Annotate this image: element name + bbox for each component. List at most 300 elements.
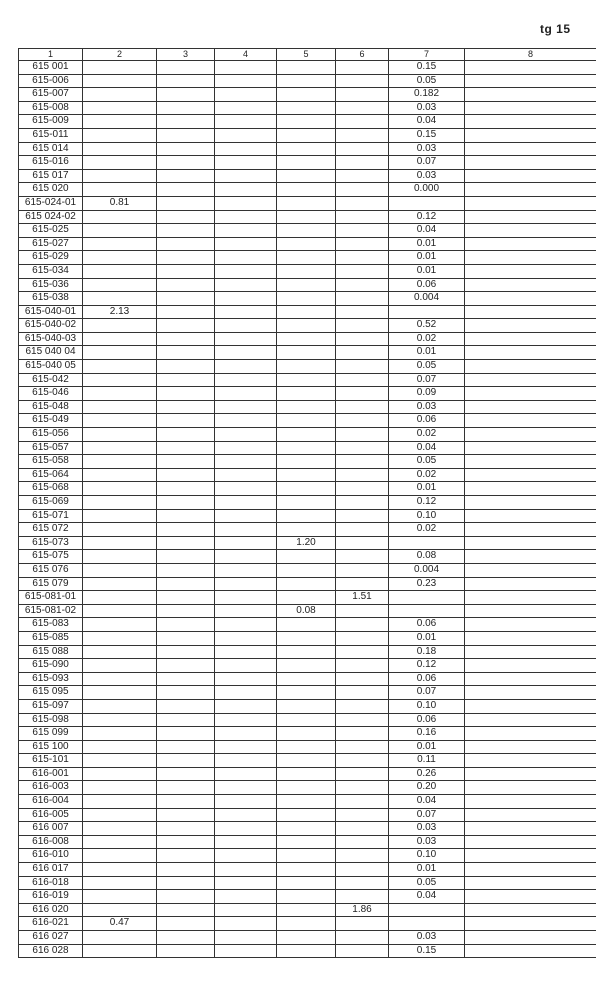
empty-cell bbox=[465, 101, 596, 115]
col7-value-cell: 0.03 bbox=[389, 822, 465, 836]
col6-value-cell bbox=[336, 414, 389, 428]
empty-cell bbox=[465, 577, 596, 591]
parcel-id-cell: 615-056 bbox=[19, 428, 83, 442]
empty-cell bbox=[157, 237, 215, 251]
empty-cell bbox=[157, 251, 215, 265]
parcel-id-cell: 616-003 bbox=[19, 781, 83, 795]
table-row bbox=[19, 713, 596, 727]
col7-value-cell bbox=[389, 917, 465, 931]
parcel-id-cell: 615-097 bbox=[19, 699, 83, 713]
col7-value-cell: 0.15 bbox=[389, 944, 465, 958]
col2-value-cell bbox=[83, 61, 157, 75]
empty-cell bbox=[465, 659, 596, 673]
col5-value-cell bbox=[277, 441, 336, 455]
empty-cell bbox=[465, 740, 596, 754]
table-row bbox=[19, 604, 596, 618]
page-number: tg 15 bbox=[540, 22, 571, 36]
col6-value-cell bbox=[336, 332, 389, 346]
col6-value-cell bbox=[336, 740, 389, 754]
empty-cell bbox=[465, 468, 596, 482]
col5-value-cell bbox=[277, 455, 336, 469]
table-row bbox=[19, 156, 596, 170]
col5-value-cell bbox=[277, 523, 336, 537]
empty-cell bbox=[465, 727, 596, 741]
table-row bbox=[19, 822, 596, 836]
empty-cell bbox=[465, 455, 596, 469]
col2-value-cell bbox=[83, 645, 157, 659]
empty-cell bbox=[215, 931, 277, 945]
col7-value-cell: 0.01 bbox=[389, 631, 465, 645]
empty-cell bbox=[157, 387, 215, 401]
col7-value-cell: 0.02 bbox=[389, 523, 465, 537]
empty-cell bbox=[465, 400, 596, 414]
empty-cell bbox=[465, 563, 596, 577]
empty-cell bbox=[465, 781, 596, 795]
empty-cell bbox=[215, 523, 277, 537]
table-row bbox=[19, 618, 596, 632]
empty-cell bbox=[157, 455, 215, 469]
col5-value-cell bbox=[277, 278, 336, 292]
col5-value-cell bbox=[277, 509, 336, 523]
col5-value-cell: 1.20 bbox=[277, 536, 336, 550]
empty-cell bbox=[215, 196, 277, 210]
empty-cell bbox=[465, 482, 596, 496]
col5-value-cell bbox=[277, 890, 336, 904]
parcel-id-cell: 615-085 bbox=[19, 631, 83, 645]
empty-cell bbox=[157, 509, 215, 523]
col6-value-cell bbox=[336, 183, 389, 197]
col6-value-cell bbox=[336, 536, 389, 550]
parcel-id-cell: 616 028 bbox=[19, 944, 83, 958]
table-row bbox=[19, 781, 596, 795]
col5-value-cell bbox=[277, 169, 336, 183]
empty-cell bbox=[465, 822, 596, 836]
col5-value-cell bbox=[277, 659, 336, 673]
empty-cell bbox=[215, 278, 277, 292]
table-row bbox=[19, 74, 596, 88]
col5-value-cell bbox=[277, 156, 336, 170]
table-row bbox=[19, 237, 596, 251]
col2-value-cell bbox=[83, 428, 157, 442]
empty-cell bbox=[215, 142, 277, 156]
parcel-id-cell: 615-009 bbox=[19, 115, 83, 129]
empty-cell bbox=[215, 441, 277, 455]
col6-value-cell bbox=[336, 931, 389, 945]
col7-value-cell: 0.15 bbox=[389, 128, 465, 142]
empty-cell bbox=[215, 509, 277, 523]
col6-value-cell bbox=[336, 61, 389, 75]
col6-value-cell bbox=[336, 373, 389, 387]
col6-value-cell bbox=[336, 496, 389, 510]
empty-cell bbox=[157, 754, 215, 768]
col7-value-cell: 0.10 bbox=[389, 699, 465, 713]
empty-cell bbox=[157, 591, 215, 605]
col5-value-cell bbox=[277, 115, 336, 129]
col6-value-cell bbox=[336, 863, 389, 877]
col7-value-cell: 0.52 bbox=[389, 319, 465, 333]
empty-cell bbox=[157, 196, 215, 210]
col7-value-cell: 0.01 bbox=[389, 482, 465, 496]
parcel-id-cell: 615 024-02 bbox=[19, 210, 83, 224]
table-row bbox=[19, 550, 596, 564]
col6-value-cell bbox=[336, 563, 389, 577]
empty-cell bbox=[215, 699, 277, 713]
col7-value-cell: 0.03 bbox=[389, 400, 465, 414]
parcel-id-cell: 615-073 bbox=[19, 536, 83, 550]
empty-cell bbox=[215, 591, 277, 605]
empty-cell bbox=[465, 536, 596, 550]
col2-value-cell bbox=[83, 360, 157, 374]
col5-value-cell bbox=[277, 305, 336, 319]
parcel-id-cell: 615-046 bbox=[19, 387, 83, 401]
empty-cell bbox=[157, 183, 215, 197]
col7-value-cell: 0.07 bbox=[389, 686, 465, 700]
col7-value-cell: 0.04 bbox=[389, 795, 465, 809]
empty-cell bbox=[157, 523, 215, 537]
empty-cell bbox=[465, 645, 596, 659]
col5-value-cell bbox=[277, 672, 336, 686]
col5-value-cell bbox=[277, 319, 336, 333]
col2-value-cell bbox=[83, 101, 157, 115]
empty-cell bbox=[215, 659, 277, 673]
col6-value-cell bbox=[336, 428, 389, 442]
table-row bbox=[19, 346, 596, 360]
col6-value-cell bbox=[336, 604, 389, 618]
col5-value-cell bbox=[277, 360, 336, 374]
col7-value-cell: 0.11 bbox=[389, 754, 465, 768]
empty-cell bbox=[215, 754, 277, 768]
empty-cell bbox=[215, 373, 277, 387]
table-row bbox=[19, 264, 596, 278]
col7-value-cell: 0.06 bbox=[389, 618, 465, 632]
col7-value-cell: 0.20 bbox=[389, 781, 465, 795]
parcel-id-cell: 615-058 bbox=[19, 455, 83, 469]
col2-value-cell: 0.47 bbox=[83, 917, 157, 931]
table-row bbox=[19, 115, 596, 129]
col5-value-cell bbox=[277, 577, 336, 591]
col6-value-cell bbox=[336, 305, 389, 319]
empty-cell bbox=[215, 210, 277, 224]
col5-value-cell bbox=[277, 142, 336, 156]
table-row bbox=[19, 400, 596, 414]
col2-value-cell bbox=[83, 400, 157, 414]
col7-value-cell: 0.06 bbox=[389, 672, 465, 686]
empty-cell bbox=[465, 278, 596, 292]
empty-cell bbox=[465, 713, 596, 727]
col6-value-cell bbox=[336, 727, 389, 741]
column-header-3: 3 bbox=[157, 49, 215, 61]
parcel-id-cell: 615-048 bbox=[19, 400, 83, 414]
empty-cell bbox=[157, 101, 215, 115]
table-row bbox=[19, 251, 596, 265]
col6-value-cell bbox=[336, 482, 389, 496]
empty-cell bbox=[157, 373, 215, 387]
col2-value-cell bbox=[83, 251, 157, 265]
table-row bbox=[19, 183, 596, 197]
col6-value-cell bbox=[336, 196, 389, 210]
parcel-id-cell: 616-004 bbox=[19, 795, 83, 809]
empty-cell bbox=[215, 305, 277, 319]
empty-cell bbox=[157, 822, 215, 836]
ledger-body bbox=[19, 61, 596, 958]
parcel-id-cell: 616-019 bbox=[19, 890, 83, 904]
parcel-id-cell: 615-038 bbox=[19, 292, 83, 306]
col2-value-cell bbox=[83, 659, 157, 673]
empty-cell bbox=[215, 468, 277, 482]
col2-value-cell bbox=[83, 822, 157, 836]
empty-cell bbox=[157, 550, 215, 564]
table-row bbox=[19, 428, 596, 442]
col7-value-cell: 0.10 bbox=[389, 849, 465, 863]
empty-cell bbox=[157, 849, 215, 863]
parcel-id-cell: 615-040-01 bbox=[19, 305, 83, 319]
table-row bbox=[19, 727, 596, 741]
table-row bbox=[19, 196, 596, 210]
col5-value-cell bbox=[277, 224, 336, 238]
empty-cell bbox=[157, 468, 215, 482]
parcel-id-cell: 615 079 bbox=[19, 577, 83, 591]
empty-cell bbox=[465, 319, 596, 333]
empty-cell bbox=[215, 455, 277, 469]
col7-value-cell bbox=[389, 604, 465, 618]
empty-cell bbox=[465, 795, 596, 809]
table-row bbox=[19, 88, 596, 102]
col2-value-cell bbox=[83, 142, 157, 156]
empty-cell bbox=[157, 795, 215, 809]
col6-value-cell bbox=[336, 142, 389, 156]
empty-cell bbox=[465, 931, 596, 945]
col7-value-cell bbox=[389, 903, 465, 917]
empty-cell bbox=[157, 61, 215, 75]
parcel-id-cell: 615-016 bbox=[19, 156, 83, 170]
empty-cell bbox=[465, 88, 596, 102]
empty-cell bbox=[215, 115, 277, 129]
col6-value-cell bbox=[336, 237, 389, 251]
empty-cell bbox=[157, 740, 215, 754]
parcel-id-cell: 615 088 bbox=[19, 645, 83, 659]
col2-value-cell bbox=[83, 931, 157, 945]
col2-value-cell bbox=[83, 387, 157, 401]
table-row bbox=[19, 292, 596, 306]
empty-cell bbox=[157, 346, 215, 360]
col6-value-cell bbox=[336, 808, 389, 822]
col7-value-cell: 0.03 bbox=[389, 101, 465, 115]
col7-value-cell: 0.000 bbox=[389, 183, 465, 197]
col5-value-cell bbox=[277, 128, 336, 142]
col2-value-cell bbox=[83, 604, 157, 618]
col6-value-cell bbox=[336, 455, 389, 469]
empty-cell bbox=[465, 142, 596, 156]
col2-value-cell bbox=[83, 863, 157, 877]
parcel-id-cell: 615-064 bbox=[19, 468, 83, 482]
empty-cell bbox=[215, 849, 277, 863]
parcel-id-cell: 616 020 bbox=[19, 903, 83, 917]
parcel-id-cell: 615-098 bbox=[19, 713, 83, 727]
col2-value-cell bbox=[83, 183, 157, 197]
empty-cell bbox=[215, 319, 277, 333]
empty-cell bbox=[465, 360, 596, 374]
col2-value-cell bbox=[83, 944, 157, 958]
empty-cell bbox=[157, 360, 215, 374]
empty-cell bbox=[465, 346, 596, 360]
table-row bbox=[19, 142, 596, 156]
empty-cell bbox=[157, 767, 215, 781]
col7-value-cell: 0.03 bbox=[389, 835, 465, 849]
empty-cell bbox=[465, 863, 596, 877]
col6-value-cell bbox=[336, 686, 389, 700]
col2-value-cell bbox=[83, 414, 157, 428]
empty-cell bbox=[157, 210, 215, 224]
empty-cell bbox=[157, 428, 215, 442]
column-header-4: 4 bbox=[215, 49, 277, 61]
empty-cell bbox=[215, 767, 277, 781]
table-row bbox=[19, 672, 596, 686]
parcel-id-cell: 615 076 bbox=[19, 563, 83, 577]
col6-value-cell bbox=[336, 631, 389, 645]
col2-value-cell bbox=[83, 278, 157, 292]
col5-value-cell bbox=[277, 849, 336, 863]
empty-cell bbox=[215, 550, 277, 564]
parcel-id-cell: 615 100 bbox=[19, 740, 83, 754]
col5-value-cell bbox=[277, 251, 336, 265]
empty-cell bbox=[215, 414, 277, 428]
empty-cell bbox=[157, 727, 215, 741]
col2-value-cell bbox=[83, 754, 157, 768]
col7-value-cell: 0.02 bbox=[389, 468, 465, 482]
col2-value-cell bbox=[83, 591, 157, 605]
empty-cell bbox=[465, 699, 596, 713]
parcel-id-cell: 615-040-02 bbox=[19, 319, 83, 333]
parcel-id-cell: 615-042 bbox=[19, 373, 83, 387]
col6-value-cell bbox=[336, 645, 389, 659]
empty-cell bbox=[157, 169, 215, 183]
empty-cell bbox=[465, 74, 596, 88]
col7-value-cell: 0.05 bbox=[389, 74, 465, 88]
col6-value-cell bbox=[336, 468, 389, 482]
empty-cell bbox=[215, 74, 277, 88]
col2-value-cell bbox=[83, 890, 157, 904]
empty-cell bbox=[215, 645, 277, 659]
parcel-id-cell: 616 007 bbox=[19, 822, 83, 836]
empty-cell bbox=[465, 251, 596, 265]
parcel-id-cell: 615-027 bbox=[19, 237, 83, 251]
col5-value-cell bbox=[277, 496, 336, 510]
col5-value-cell bbox=[277, 876, 336, 890]
table-row bbox=[19, 808, 596, 822]
table-row bbox=[19, 387, 596, 401]
empty-cell bbox=[465, 604, 596, 618]
empty-cell bbox=[465, 523, 596, 537]
empty-cell bbox=[215, 563, 277, 577]
empty-cell bbox=[215, 482, 277, 496]
col5-value-cell bbox=[277, 645, 336, 659]
col5-value-cell bbox=[277, 917, 336, 931]
col6-value-cell: 1.86 bbox=[336, 903, 389, 917]
empty-cell bbox=[465, 264, 596, 278]
empty-cell bbox=[157, 808, 215, 822]
parcel-id-cell: 615 017 bbox=[19, 169, 83, 183]
col7-value-cell: 0.01 bbox=[389, 237, 465, 251]
empty-cell bbox=[215, 686, 277, 700]
parcel-id-cell: 615-011 bbox=[19, 128, 83, 142]
col6-value-cell bbox=[336, 441, 389, 455]
col6-value-cell bbox=[336, 101, 389, 115]
col2-value-cell bbox=[83, 332, 157, 346]
col7-value-cell: 0.05 bbox=[389, 455, 465, 469]
empty-cell bbox=[215, 917, 277, 931]
table-row bbox=[19, 591, 596, 605]
col7-value-cell bbox=[389, 305, 465, 319]
parcel-id-cell: 615-075 bbox=[19, 550, 83, 564]
col5-value-cell bbox=[277, 618, 336, 632]
table-row bbox=[19, 523, 596, 537]
col5-value-cell bbox=[277, 196, 336, 210]
col6-value-cell bbox=[336, 835, 389, 849]
empty-cell bbox=[465, 618, 596, 632]
col7-value-cell: 0.09 bbox=[389, 387, 465, 401]
empty-cell bbox=[157, 400, 215, 414]
col5-value-cell bbox=[277, 292, 336, 306]
table-row bbox=[19, 849, 596, 863]
empty-cell bbox=[215, 156, 277, 170]
empty-cell bbox=[157, 713, 215, 727]
empty-cell bbox=[465, 917, 596, 931]
col6-value-cell bbox=[336, 849, 389, 863]
col6-value-cell bbox=[336, 509, 389, 523]
empty-cell bbox=[157, 645, 215, 659]
col7-value-cell: 0.06 bbox=[389, 713, 465, 727]
col7-value-cell: 0.01 bbox=[389, 251, 465, 265]
col6-value-cell bbox=[336, 699, 389, 713]
col5-value-cell bbox=[277, 237, 336, 251]
col2-value-cell bbox=[83, 115, 157, 129]
empty-cell bbox=[157, 917, 215, 931]
col2-value-cell bbox=[83, 808, 157, 822]
empty-cell bbox=[465, 224, 596, 238]
col6-value-cell bbox=[336, 251, 389, 265]
col2-value-cell bbox=[83, 618, 157, 632]
col7-value-cell: 0.04 bbox=[389, 890, 465, 904]
table-row bbox=[19, 305, 596, 319]
parcel-id-cell: 615-081-02 bbox=[19, 604, 83, 618]
parcel-id-cell: 615-093 bbox=[19, 672, 83, 686]
col6-value-cell bbox=[336, 890, 389, 904]
table-row bbox=[19, 482, 596, 496]
col7-value-cell: 0.15 bbox=[389, 61, 465, 75]
empty-cell bbox=[215, 88, 277, 102]
col6-value-cell bbox=[336, 523, 389, 537]
col7-value-cell: 0.03 bbox=[389, 169, 465, 183]
parcel-id-cell: 616 017 bbox=[19, 863, 83, 877]
table-row bbox=[19, 686, 596, 700]
col6-value-cell bbox=[336, 754, 389, 768]
col6-value-cell bbox=[336, 128, 389, 142]
col6-value-cell bbox=[336, 346, 389, 360]
table-row bbox=[19, 795, 596, 809]
parcel-id-cell: 615-081-01 bbox=[19, 591, 83, 605]
parcel-id-cell: 615-068 bbox=[19, 482, 83, 496]
col6-value-cell bbox=[336, 115, 389, 129]
empty-cell bbox=[215, 876, 277, 890]
column-header-5: 5 bbox=[277, 49, 336, 61]
col5-value-cell bbox=[277, 903, 336, 917]
table-row bbox=[19, 767, 596, 781]
table-row bbox=[19, 509, 596, 523]
col2-value-cell bbox=[83, 686, 157, 700]
empty-cell bbox=[465, 210, 596, 224]
parcel-id-cell: 615 014 bbox=[19, 142, 83, 156]
col6-value-cell bbox=[336, 767, 389, 781]
